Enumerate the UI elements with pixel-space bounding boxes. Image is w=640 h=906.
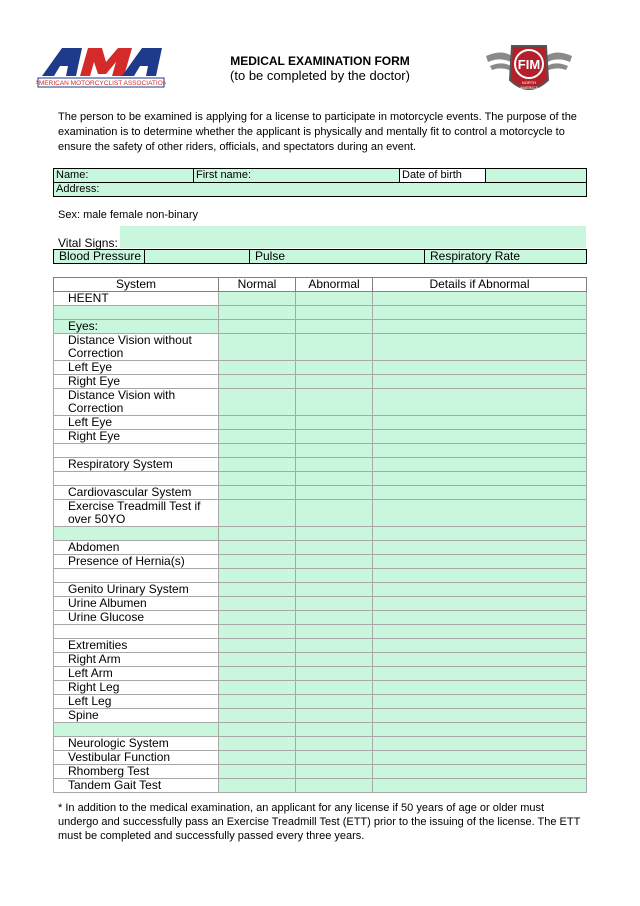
abnormal-cell[interactable]	[296, 541, 373, 555]
abnormal-cell[interactable]	[296, 430, 373, 444]
normal-cell[interactable]	[219, 375, 296, 389]
normal-cell[interactable]	[219, 597, 296, 611]
form-title: MEDICAL EXAMINATION FORM	[230, 54, 410, 68]
table-row	[54, 611, 587, 625]
abnormal-cell[interactable]	[296, 625, 373, 639]
system-label: Distance Vision with Correction	[54, 389, 219, 416]
table-row	[54, 751, 587, 765]
normal-cell[interactable]	[219, 569, 296, 583]
table-row	[54, 361, 587, 375]
system-label: Vestibular Function	[54, 751, 219, 765]
normal-cell[interactable]	[219, 334, 296, 361]
abnormal-cell[interactable]	[296, 458, 373, 472]
normal-cell[interactable]	[219, 681, 296, 695]
details-cell[interactable]	[373, 416, 587, 430]
normal-cell[interactable]	[219, 709, 296, 723]
system-label[interactable]	[54, 527, 219, 541]
abnormal-cell[interactable]	[296, 709, 373, 723]
abnormal-cell[interactable]	[296, 653, 373, 667]
system-label: Cardiovascular System	[54, 486, 219, 500]
details-cell[interactable]	[373, 527, 587, 541]
system-label[interactable]: Eyes:	[54, 320, 219, 334]
details-cell[interactable]	[373, 306, 587, 320]
system-label: Presence of Hernia(s)	[54, 555, 219, 569]
system-label: Left Arm	[54, 667, 219, 681]
abnormal-cell[interactable]	[296, 695, 373, 709]
normal-cell[interactable]	[219, 458, 296, 472]
abnormal-cell[interactable]	[296, 361, 373, 375]
abnormal-cell[interactable]	[296, 472, 373, 486]
system-label: Tandem Gait Test	[54, 779, 219, 793]
table-row	[54, 430, 587, 444]
table-row	[54, 681, 587, 695]
normal-cell[interactable]	[219, 751, 296, 765]
normal-cell[interactable]	[219, 555, 296, 569]
table-row	[54, 723, 587, 737]
address-field[interactable]: Address:	[54, 183, 587, 197]
abnormal-cell[interactable]	[296, 667, 373, 681]
details-cell[interactable]	[373, 389, 587, 416]
normal-cell[interactable]	[219, 430, 296, 444]
details-cell[interactable]	[373, 695, 587, 709]
normal-cell[interactable]	[219, 611, 296, 625]
table-row	[54, 709, 587, 723]
abnormal-cell[interactable]	[296, 292, 373, 306]
details-cell[interactable]	[373, 486, 587, 500]
details-cell[interactable]	[373, 375, 587, 389]
table-row	[54, 667, 587, 681]
system-label: Right Eye	[54, 430, 219, 444]
table-row	[54, 569, 587, 583]
table-row	[54, 779, 587, 793]
normal-cell[interactable]	[219, 723, 296, 737]
column-header-abnormal: Abnormal	[296, 278, 373, 292]
details-cell[interactable]	[373, 723, 587, 737]
abnormal-cell[interactable]	[296, 500, 373, 527]
abnormal-cell[interactable]	[296, 681, 373, 695]
details-cell[interactable]	[373, 653, 587, 667]
system-label: Right Arm	[54, 653, 219, 667]
details-cell[interactable]	[373, 639, 587, 653]
abnormal-cell[interactable]	[296, 639, 373, 653]
table-row	[54, 389, 587, 416]
system-label: Abdomen	[54, 541, 219, 555]
normal-cell[interactable]	[219, 500, 296, 527]
respiratory-rate-field[interactable]: Respiratory Rate	[425, 250, 587, 264]
normal-cell[interactable]	[219, 695, 296, 709]
dob-label: Date of birth	[400, 169, 486, 183]
abnormal-cell[interactable]	[296, 583, 373, 597]
system-label: HEENT	[54, 292, 219, 306]
svg-text:NORTH: NORTH	[521, 80, 537, 85]
normal-cell[interactable]	[219, 625, 296, 639]
normal-cell[interactable]	[219, 292, 296, 306]
system-label: Neurologic System	[54, 737, 219, 751]
normal-cell[interactable]	[219, 583, 296, 597]
details-cell[interactable]	[373, 320, 587, 334]
sex-line[interactable]: Sex: male female non-binary	[58, 209, 199, 221]
normal-cell[interactable]	[219, 653, 296, 667]
table-row	[54, 306, 587, 320]
normal-cell[interactable]	[219, 320, 296, 334]
intro-paragraph: The person to be examined is applying for a license to participate in motorcycle events. The purpose of the examination is to determine whether the applicant is physically and mentally fit to control a motorcycle to ensure the safety of other riders, officials, and spectators during an event.	[58, 111, 577, 153]
table-row	[54, 737, 587, 751]
system-label: Right Leg	[54, 681, 219, 695]
normal-cell[interactable]	[219, 486, 296, 500]
system-label	[54, 569, 219, 583]
svg-text:AMERICAN MOTORCYCLIST ASSOCIAT: AMERICAN MOTORCYCLIST ASSOCIATION	[36, 80, 166, 87]
table-row	[54, 541, 587, 555]
table-row	[54, 583, 587, 597]
system-label	[54, 472, 219, 486]
details-cell[interactable]	[373, 361, 587, 375]
abnormal-cell[interactable]	[296, 569, 373, 583]
table-row	[54, 416, 587, 430]
system-label: Genito Urinary System	[54, 583, 219, 597]
details-cell[interactable]	[373, 681, 587, 695]
normal-cell[interactable]	[219, 416, 296, 430]
abnormal-cell[interactable]	[296, 306, 373, 320]
table-row	[54, 292, 587, 306]
abnormal-cell[interactable]	[296, 737, 373, 751]
system-label: Distance Vision without Correction	[54, 334, 219, 361]
table-row	[54, 695, 587, 709]
dob-field[interactable]	[486, 169, 587, 183]
normal-cell[interactable]	[219, 444, 296, 458]
abnormal-cell[interactable]	[296, 389, 373, 416]
system-label: Left Leg	[54, 695, 219, 709]
normal-cell[interactable]	[219, 389, 296, 416]
system-label[interactable]	[54, 723, 219, 737]
details-cell[interactable]	[373, 709, 587, 723]
footnote: * In addition to the medical examination, an applicant for any license if 50 years of age or older must undergo and successfully pass an Exercise Treadmill Test (ETT) prior to the issuing of the license. The ETT must be completed and successfully passed every three years.	[58, 802, 581, 842]
table-row	[54, 653, 587, 667]
details-cell[interactable]	[373, 611, 587, 625]
table-row	[54, 444, 587, 458]
abnormal-cell[interactable]	[296, 334, 373, 361]
abnormal-cell[interactable]	[296, 611, 373, 625]
vital-signs-field[interactable]	[120, 226, 586, 248]
fim-logo	[484, 40, 574, 100]
system-label: Spine	[54, 709, 219, 723]
normal-cell[interactable]	[219, 639, 296, 653]
abnormal-cell[interactable]	[296, 416, 373, 430]
pulse-field[interactable]: Pulse	[250, 250, 425, 264]
system-label[interactable]	[54, 306, 219, 320]
abnormal-cell[interactable]	[296, 597, 373, 611]
abnormal-cell[interactable]	[296, 779, 373, 793]
table-row	[54, 555, 587, 569]
abnormal-cell[interactable]	[296, 527, 373, 541]
normal-cell[interactable]	[219, 541, 296, 555]
details-cell[interactable]	[373, 458, 587, 472]
system-label	[54, 444, 219, 458]
details-cell[interactable]	[373, 292, 587, 306]
system-label: Urine Glucose	[54, 611, 219, 625]
normal-cell[interactable]	[219, 737, 296, 751]
details-cell[interactable]	[373, 541, 587, 555]
abnormal-cell[interactable]	[296, 375, 373, 389]
system-label: Urine Albumen	[54, 597, 219, 611]
vital-signs-label: Vital Signs:	[58, 236, 118, 250]
table-row	[54, 500, 587, 527]
details-cell[interactable]	[373, 430, 587, 444]
exam-table	[53, 277, 587, 793]
abnormal-cell[interactable]	[296, 555, 373, 569]
svg-text:FIM: FIM	[517, 57, 541, 72]
details-cell[interactable]	[373, 334, 587, 361]
abnormal-cell[interactable]	[296, 320, 373, 334]
normal-cell[interactable]	[219, 667, 296, 681]
abnormal-cell[interactable]	[296, 765, 373, 779]
abnormal-cell[interactable]	[296, 444, 373, 458]
table-row	[54, 486, 587, 500]
details-cell[interactable]	[373, 751, 587, 765]
table-row	[54, 472, 587, 486]
normal-cell[interactable]	[219, 472, 296, 486]
identity-table	[53, 168, 587, 197]
table-row	[54, 527, 587, 541]
name-field[interactable]: Name:	[54, 169, 194, 183]
details-cell[interactable]	[373, 569, 587, 583]
details-cell[interactable]	[373, 500, 587, 527]
abnormal-cell[interactable]	[296, 751, 373, 765]
details-cell[interactable]	[373, 597, 587, 611]
normal-cell[interactable]	[219, 765, 296, 779]
system-label: Exercise Treadmill Test if over 50YO	[54, 500, 219, 527]
system-label: Right Eye	[54, 375, 219, 389]
system-label	[54, 625, 219, 639]
blood-pressure-value[interactable]	[145, 250, 250, 264]
details-cell[interactable]	[373, 472, 587, 486]
table-row	[54, 625, 587, 639]
details-cell[interactable]	[373, 667, 587, 681]
table-row	[54, 597, 587, 611]
normal-cell[interactable]	[219, 527, 296, 541]
details-cell[interactable]	[373, 625, 587, 639]
abnormal-cell[interactable]	[296, 723, 373, 737]
details-cell[interactable]	[373, 555, 587, 569]
vital-signs-table	[53, 249, 587, 264]
details-cell[interactable]	[373, 583, 587, 597]
normal-cell[interactable]	[219, 361, 296, 375]
normal-cell[interactable]	[219, 306, 296, 320]
ama-logo	[36, 44, 166, 94]
details-cell[interactable]	[373, 765, 587, 779]
table-row	[54, 334, 587, 361]
normal-cell[interactable]	[219, 779, 296, 793]
system-label: Respiratory System	[54, 458, 219, 472]
system-label: Left Eye	[54, 361, 219, 375]
column-header-normal: Normal	[219, 278, 296, 292]
column-header-details: Details if Abnormal	[373, 278, 587, 292]
system-label: Rhomberg Test	[54, 765, 219, 779]
table-row	[54, 458, 587, 472]
column-header-system: System	[54, 278, 219, 292]
table-row	[54, 765, 587, 779]
abnormal-cell[interactable]	[296, 486, 373, 500]
form-subtitle: (to be completed by the doctor)	[230, 68, 410, 83]
blood-pressure-field[interactable]: Blood Pressure	[54, 250, 145, 264]
table-row	[54, 639, 587, 653]
table-row	[54, 320, 587, 334]
system-label: Extremities	[54, 639, 219, 653]
svg-text:AMERICA: AMERICA	[519, 85, 539, 90]
system-label: Left Eye	[54, 416, 219, 430]
details-cell[interactable]	[373, 444, 587, 458]
table-row	[54, 375, 587, 389]
first-name-field[interactable]: First name:	[194, 169, 400, 183]
details-cell[interactable]	[373, 779, 587, 793]
details-cell[interactable]	[373, 737, 587, 751]
